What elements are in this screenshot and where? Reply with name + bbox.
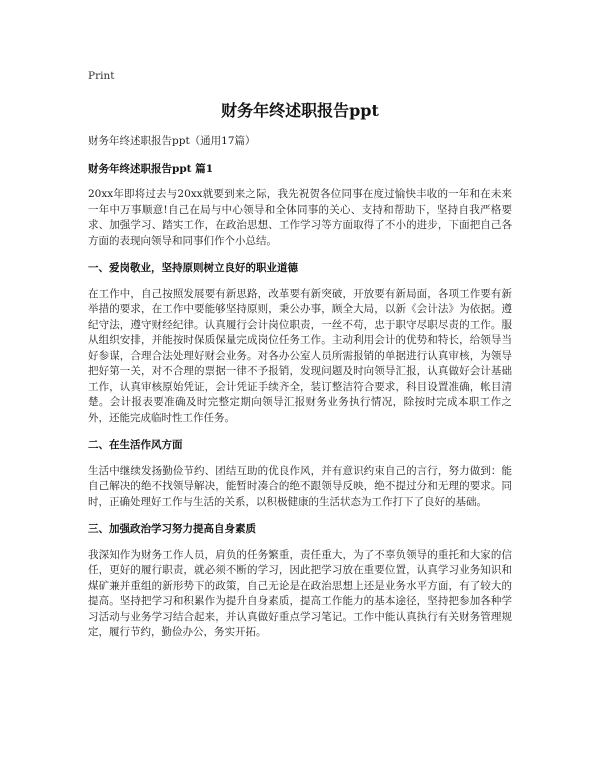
print-label[interactable]: Print: [88, 70, 115, 82]
section-body-1: 在工作中，自己按照发展要有新思路，改革要有新突破，开放要有新局面，各项工作要有新举措的要求，在工作中要能够坚持原则，秉公办事，顾全大局，以新《会计法》为依据。遵纪守法，遵守财经纪律。认真履行会计岗位职责，一丝不苟，忠于职守尽职尽责的工作。服从组织安排，并能按时保质保量完成岗位任务工作。主动利用会计的优势和特长，给领导当好参谋，合理合法处理好财会业务。对各办公室人员所需报销的单据进行认真审核，为领导把好第一关，对不合理的票据一律不予报销，发现问题及时向领导汇报，认真做好会计基础工作，认真审核原始凭证，会计凭证手续齐全，装订整洁符合要求，科目设置准确，帐目清楚。会计报表要准确及时完整定期向领导汇报财务业务执行情况，除按时完成本职工作之外，还能完成临时性工作任务。: [88, 287, 512, 424]
document-content: [88, 134, 512, 653]
section-body-2: 生活中继续发扬勤俭节约、团结互助的优良作风，并有意识约束自己的言行，努力做到：能自己解决的绝不找领导解决，能暂时凑合的绝不跟领导反映，绝不提过分和无理的要求。同时，正确处理好工作与生活的关系，以积极健康的生活状态为工作打下了良好的基础。: [88, 464, 512, 508]
section-heading-2: 二、在生活作风方面: [88, 439, 183, 451]
intro-paragraph: 20xx年即将过去与20xx就要到来之际，我先祝贺各位同事在度过愉快丰收的一年和在未来一年中万事顺意!自己在局与中心领导和全体同事的关心、支持和帮助下，坚持自我严格要求、加强学习、踏实工作，在政治思想、工作学习等方面取得了不小的进步，下面把自己各方面的表现向领导和同事们作个小总结。: [88, 188, 512, 247]
section-body-3: 我深知作为财务工作人员，肩负的任务繁重，责任重大，为了不辜负领导的重托和大家的信任，更好的履行职责，就必须不断的学习，因此把学习放在重要位置，认真学习业务知识和煤矿兼并重组的新形势下的政策，自己无论是在政治思想上还是业务水平方面，有了较大的提高。坚持把学习和积累作为提升自身素质，提高工作能力的基本途径，坚持把参加各种学习活动与业务学习结合起来，并认真做好重点学习笔记。工作中能认真执行有关财务管理规定，履行节约，勤俭办公，务实开拓。: [88, 548, 512, 638]
document-subtitle: 财务年终述职报告ppt（通用17篇）: [88, 135, 256, 147]
section-heading-1: 一、爱岗敬业，坚持原则树立良好的职业道德: [88, 262, 298, 274]
section-title: 财务年终述职报告ppt 篇1: [88, 162, 213, 175]
document-title: 财务年终述职报告ppt: [221, 101, 379, 120]
section-heading-3: 三、加强政治学习努力提高自身素质: [88, 523, 256, 535]
